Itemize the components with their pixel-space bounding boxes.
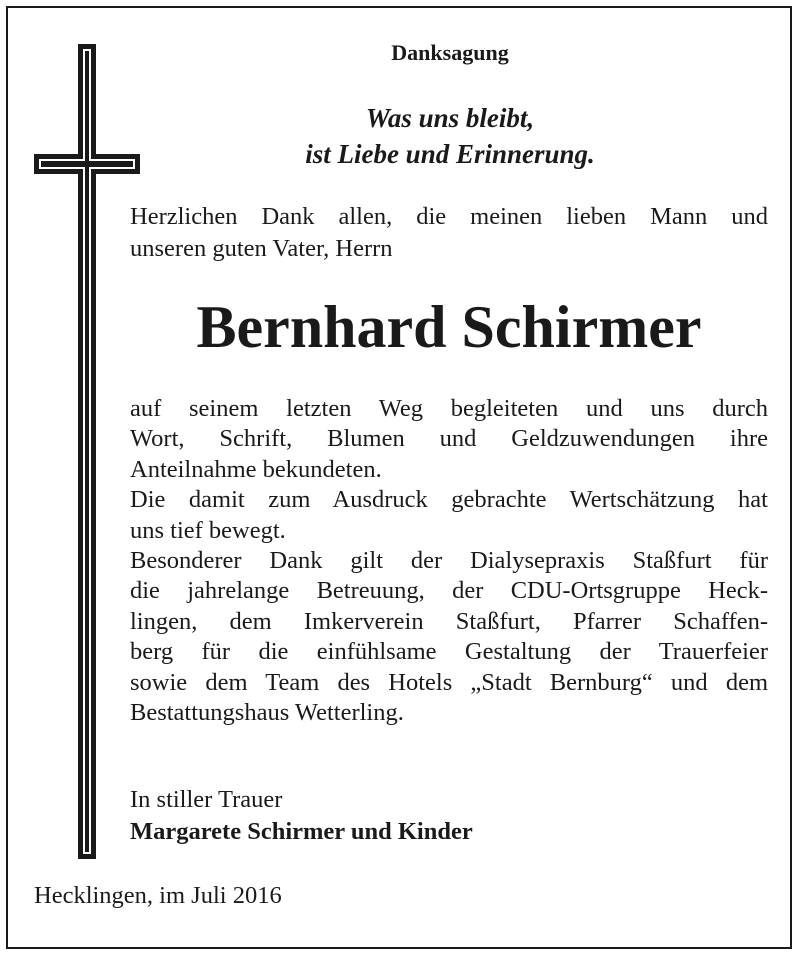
closing-phrase: In stiller Trauer xyxy=(130,786,283,813)
signer-name: Margarete Schirmer und Kinder xyxy=(130,818,473,845)
body-line: Bestattungshaus Wetterling. xyxy=(130,699,404,727)
body-line: Anteilnahme bekundeten. xyxy=(130,455,382,483)
intro-line: unseren guten Vater, Herrn xyxy=(130,235,393,262)
body-text xyxy=(130,394,768,728)
closing-block xyxy=(130,784,768,848)
body-line: berg für die einfühlsame Gestaltung der Trauerfeier xyxy=(130,638,768,666)
place-date: Hecklingen, im Juli 2016 xyxy=(34,882,282,909)
motto-line: Was uns bleibt, xyxy=(365,103,535,133)
body-line: Die damit zum Ausdruck gebrachte Wertschätzung hat xyxy=(130,486,768,514)
body-line: auf seinem letzten Weg begleiteten und uns durch xyxy=(130,395,768,422)
notice-heading: Danksagung xyxy=(391,40,509,65)
cross-icon xyxy=(34,44,140,859)
intro-line: Herzlichen Dank allen, die meinen lieben Mann und xyxy=(130,203,768,230)
body-line: Besonderer Dank gilt der Dialysepraxis Staßfurt für xyxy=(130,547,768,575)
motto-line: ist Liebe und Erinnerung. xyxy=(305,139,595,169)
body-line: uns tief bewegt. xyxy=(130,516,286,544)
body-line: Wort, Schrift, Blumen und Geldzuwendungen ihre xyxy=(130,425,768,453)
body-line: lingen, dem Imkerverein Staßfurt, Pfarrer Schaffen- xyxy=(130,607,768,635)
intro-text xyxy=(130,201,768,265)
deceased-name: Bernhard Schirmer xyxy=(196,294,702,360)
motto xyxy=(130,100,770,172)
body-line: die jahrelange Betreuung, der CDU-Ortsgruppe Heck- xyxy=(130,577,768,605)
body-line: sowie dem Team des Hotels „Stadt Bernburg“ und dem xyxy=(130,668,768,696)
